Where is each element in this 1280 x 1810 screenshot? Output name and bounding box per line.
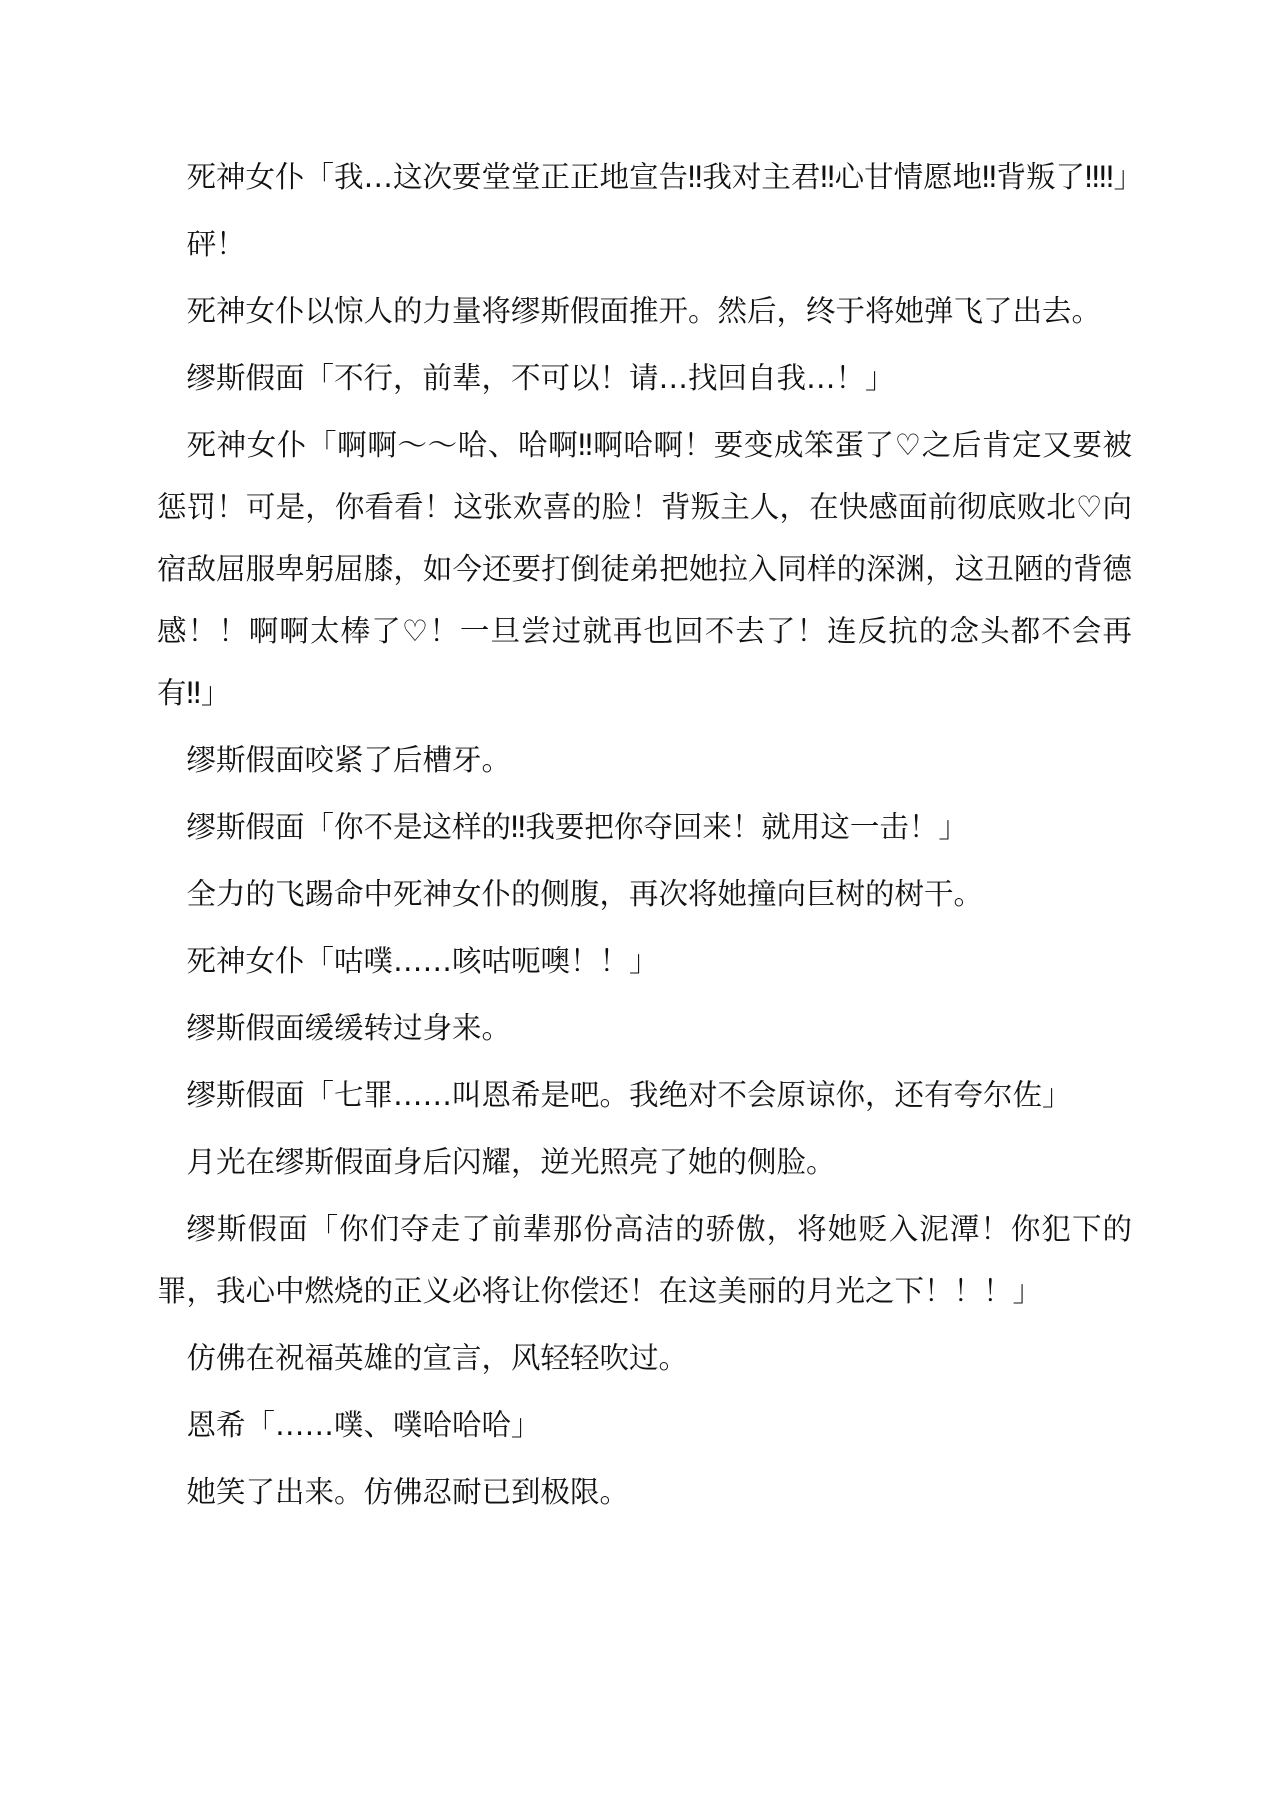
paragraph: 死神女仆以惊人的力量将缪斯假面推开。然后，终于将她弹飞了出去。 (186, 294, 1102, 328)
paragraph: 月光在缪斯假面身后闪耀，逆光照亮了她的侧脸。 (186, 1145, 836, 1179)
paragraph: 她笑了出来。仿佛忍耐已到极限。 (186, 1475, 630, 1509)
paragraph: 仿佛在祝福英雄的宣言，风轻轻吹过。 (186, 1341, 689, 1375)
document-page (157, 146, 1144, 1528)
paragraph: 全力的飞踢命中死神女仆的侧腹，再次将她撞向巨树的树干。 (186, 877, 984, 911)
paragraph: 砰！ (186, 227, 246, 261)
paragraph: 缪斯假面「你不是这样的‼我要把你夺回来！就用这一击！」 (186, 810, 968, 844)
paragraph: 恩希「……噗、噗哈哈哈」 (186, 1408, 541, 1442)
paragraph: 死神女仆「啊啊～～哈、哈啊‼啊哈啊！要变成笨蛋了♡之后肯定又要被惩罚！可是，你看看！这张欢喜的脸！背叛主人，在快感面前彻底败北♡向宿敌屈服卑躬屈膝，如今还要打倒徒弟把她拉入同样的深渊，这丑陋的背德感！！啊啊太棒了♡！一旦尝过就再也回不去了！连反抗的念头都不会再有‼」 (157, 428, 1132, 710)
paragraph: 死神女仆「咕噗……咳咕呃噢！！」 (186, 944, 659, 978)
paragraph: 缪斯假面「不行，前辈，不可以！请…找回自我…！」 (186, 361, 895, 395)
paragraph: 缪斯假面「七罪……叫恩希是吧。我绝对不会原谅你，还有夸尔佐」 (186, 1078, 1072, 1112)
paragraph: 缪斯假面咬紧了后槽牙。 (186, 743, 512, 777)
paragraph: 缪斯假面缓缓转过身来。 (186, 1011, 512, 1045)
paragraph: 缪斯假面「你们夺走了前辈那份高洁的骄傲，将她贬入泥潭！你犯下的罪，我心中燃烧的正义必将让你偿还！在这美丽的月光之下！！！」 (157, 1212, 1132, 1308)
paragraph: 死神女仆「我…这次要堂堂正正地宣告‼我对主君‼心甘情愿地‼背叛了‼‼」 (186, 160, 1144, 194)
